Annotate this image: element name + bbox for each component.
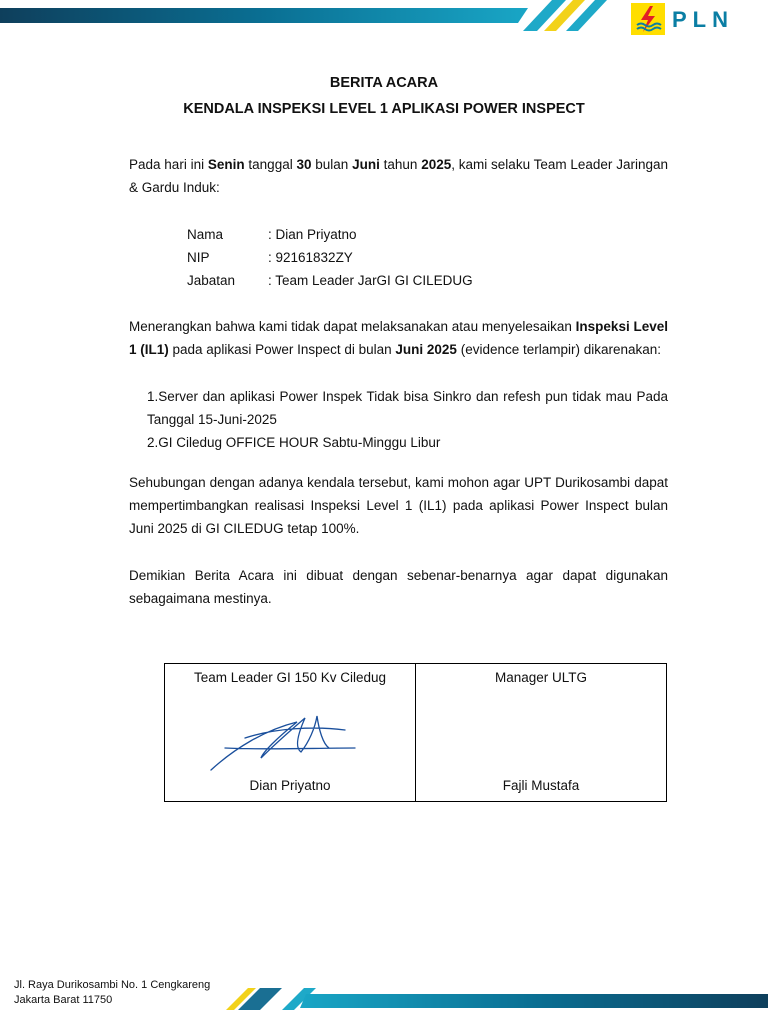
footer-address xyxy=(14,978,210,1008)
identity-label: NIP xyxy=(187,250,210,265)
signer-title: Manager ULTG xyxy=(494,670,588,685)
identity-row-nama xyxy=(187,223,473,246)
request-paragraph: Sehubungan dengan adanya kendala tersebut, kami mohon agar UPT Durikosambi dapat mempertimbangkan realisasi Inspeksi Level 1 (IL1) pada aplikasi Power Inspect bulan Juni 2025 di GI CILEDUG tetap 100%. xyxy=(129,475,668,536)
closing-paragraph: Demikian Berita Acara ini dibuat dengan sebenar-benarnya agar dapat digunakan sebagaimana mestinya. xyxy=(129,568,668,606)
document-subtitle: KENDALA INSPEKSI LEVEL 1 APLIKASI POWER INSPECT xyxy=(183,101,585,117)
pln-logo-text: PLN xyxy=(672,7,734,32)
signer-title: Team Leader GI 150 Kv Ciledug xyxy=(193,670,387,685)
intro-paragraph: Pada hari ini Senin tanggal 30 bulan Juni tahun 2025, kami selaku Team Leader Jaringan & Gardu Induk: xyxy=(129,157,668,195)
reason-item: 2.GI Ciledug OFFICE HOUR Sabtu-Minggu Libur xyxy=(147,435,441,450)
pln-lightning-icon xyxy=(630,2,666,36)
reason-item: 1.Server dan aplikasi Power Inspek Tidak bisa Sinkro dan refesh pun tidak mau Pada Tanggal 15-Juni-2025 xyxy=(147,389,668,427)
identity-label: Jabatan xyxy=(187,273,236,288)
signature-cell-right xyxy=(416,664,667,802)
identity-value: : 92161832ZY xyxy=(268,250,353,265)
document-title: BERITA ACARA xyxy=(329,75,439,91)
footer-band xyxy=(222,984,768,1014)
footer-address-line: Jakarta Barat 11750 xyxy=(14,994,113,1006)
identity-row-nip xyxy=(187,246,473,269)
signature-table xyxy=(164,663,667,802)
identity-block xyxy=(187,223,473,292)
identity-row-jabatan xyxy=(187,269,473,292)
handwritten-signature xyxy=(205,708,365,778)
statement-paragraph: Menerangkan bahwa kami tidak dapat melaksanakan atau menyelesaikan Inspeksi Level 1 (IL1) pada aplikasi Power Inspect di bulan Juni 2025 (evidence terlampir) dikarenakan: xyxy=(129,319,668,357)
footer-address-line: Jl. Raya Durikosambi No. 1 Cengkareng xyxy=(14,979,211,991)
header-band xyxy=(0,0,620,36)
identity-label: Nama xyxy=(187,227,224,242)
signer-name: Dian Priyatno xyxy=(249,778,331,793)
pln-logo xyxy=(630,2,740,36)
identity-value: : Dian Priyatno xyxy=(268,227,357,242)
signature-cell-left xyxy=(165,664,416,802)
reasons-list xyxy=(147,385,668,454)
identity-value: : Team Leader JarGI GI CILEDUG xyxy=(268,273,473,288)
signer-name: Fajli Mustafa xyxy=(502,778,580,793)
